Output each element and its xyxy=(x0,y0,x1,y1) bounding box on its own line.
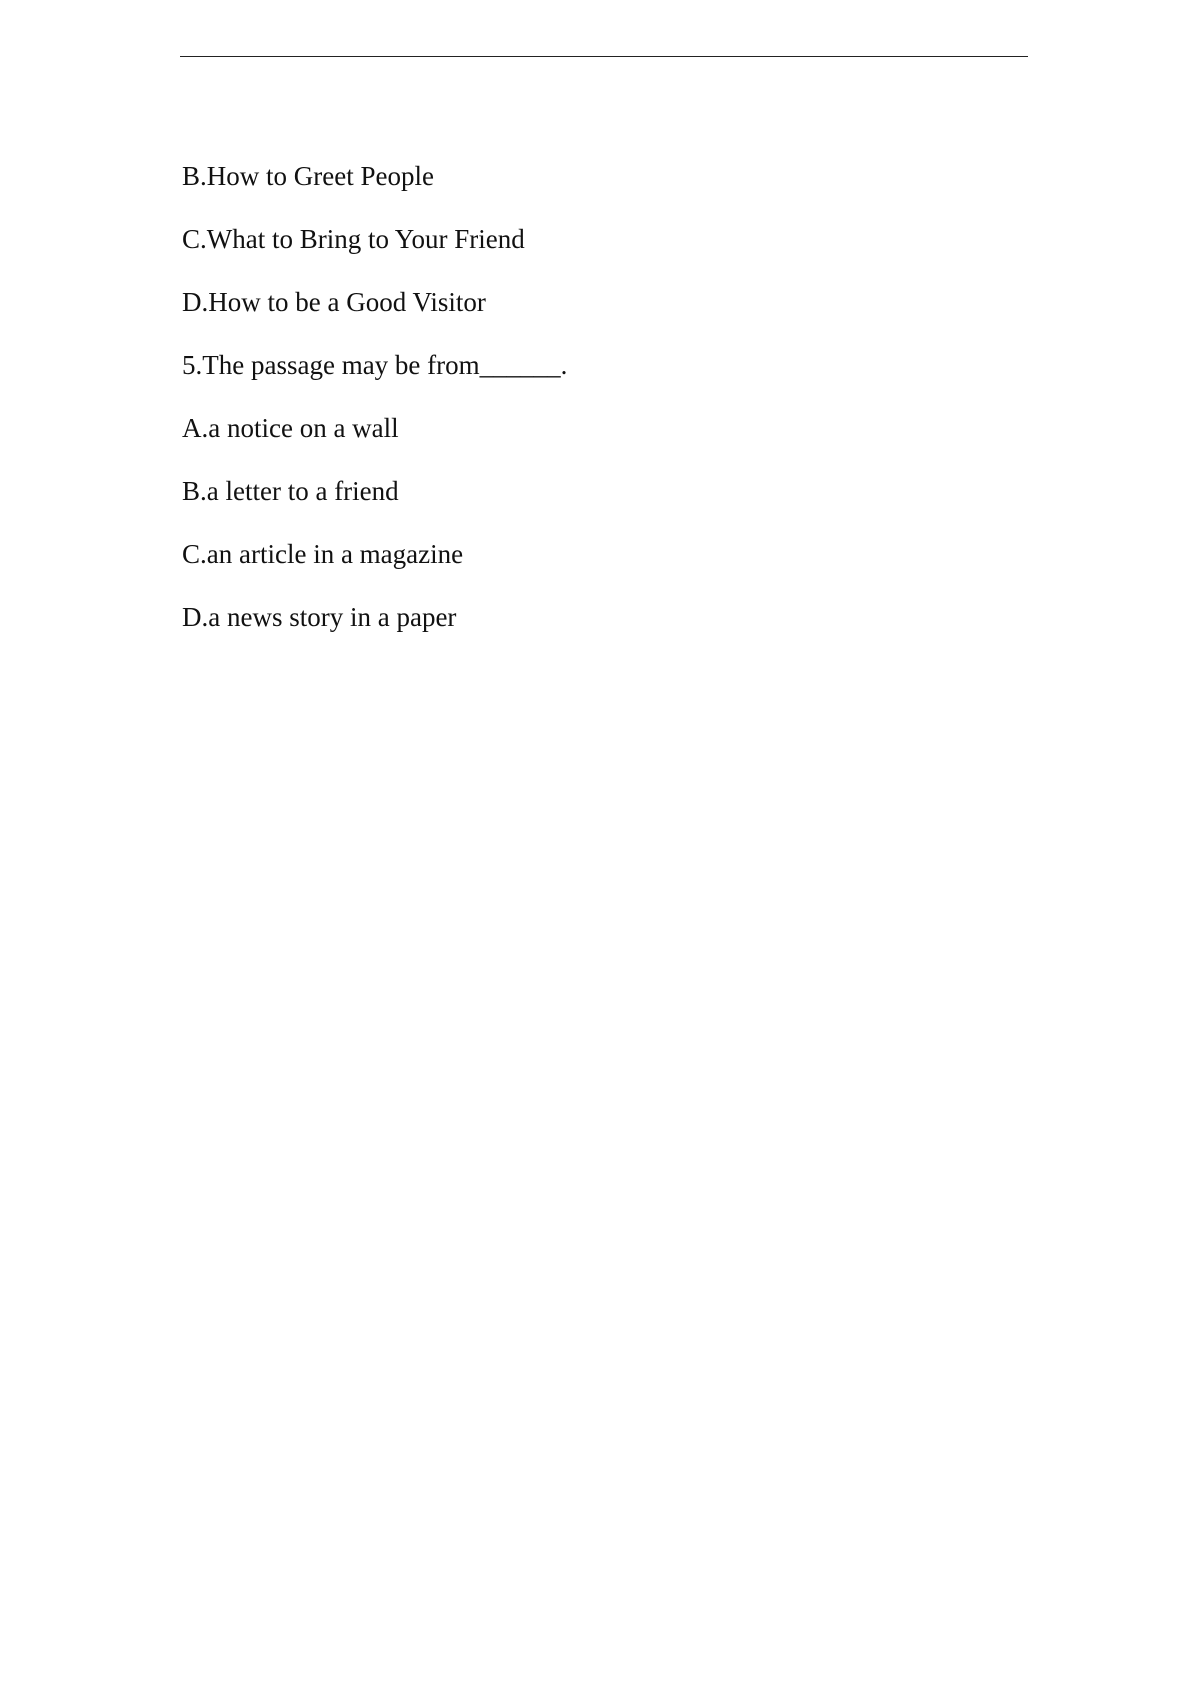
option-b-letter: B.a letter to a friend xyxy=(182,476,399,506)
option-d-news-story: D.a news story in a paper xyxy=(182,602,457,632)
question-content xyxy=(182,160,1022,664)
option-c-what-to-bring: C.What to Bring to Your Friend xyxy=(182,224,525,254)
option-c-article: C.an article in a magazine xyxy=(182,539,464,569)
option-d-good-visitor: D.How to be a Good Visitor xyxy=(182,287,486,317)
option-a-notice: A.a notice on a wall xyxy=(182,413,399,443)
option-b-greet-people: B.How to Greet People xyxy=(182,161,434,191)
question-5-stem: 5.The passage may be from______. xyxy=(182,350,568,380)
header-rule xyxy=(180,56,1028,57)
